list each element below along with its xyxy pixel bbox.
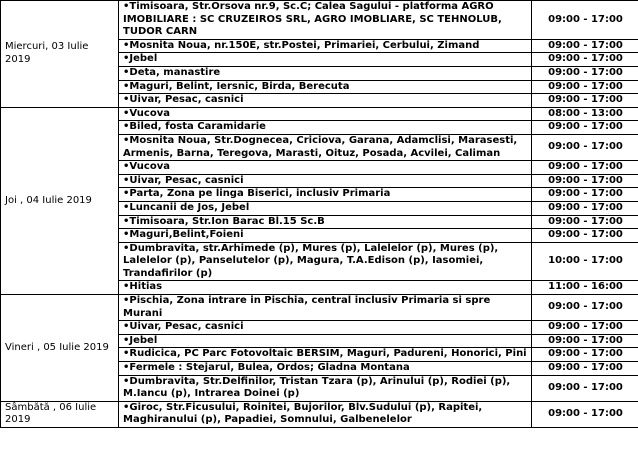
location-cell: •Uivar, Pesac, casnici <box>119 321 532 335</box>
time-interval-cell: 09:00 - 17:00 <box>532 1 638 40</box>
location-cell: •Rudicica, PC Parc Fotovoltaic BERSIM, Maguri, Padureni, Honorici, Pini <box>119 348 532 362</box>
time-interval-cell: 09:00 - 17:00 <box>532 161 638 175</box>
location-cell: •Timisoara, Str.Ion Barac Bl.15 Sc.B <box>119 215 532 229</box>
time-interval-cell: 09:00 - 17:00 <box>532 66 638 80</box>
location-cell: •Vucova <box>119 107 532 121</box>
time-interval-cell: 09:00 - 17:00 <box>532 174 638 188</box>
time-interval-cell: 09:00 - 17:00 <box>532 321 638 335</box>
time-interval-cell: 08:00 - 13:00 <box>532 107 638 121</box>
time-interval-cell: 09:00 - 17:00 <box>532 362 638 376</box>
time-interval-cell: 09:00 - 17:00 <box>532 53 638 67</box>
time-interval-cell: 09:00 - 17:00 <box>532 94 638 108</box>
day-label: Sâmbătă , 06 Iulie 2019 <box>1 401 119 427</box>
location-cell: •Hitias <box>119 281 532 295</box>
location-cell: •Maguri, Belint, Iersnic, Birda, Berecuta <box>119 80 532 94</box>
time-interval-cell: 09:00 - 17:00 <box>532 348 638 362</box>
schedule-row <box>1 1 638 40</box>
time-interval-cell: 10:00 - 17:00 <box>532 242 638 281</box>
time-interval-cell: 11:00 - 16:00 <box>532 281 638 295</box>
day-label: Miercuri, 03 Iulie 2019 <box>1 1 119 108</box>
location-cell: •Parta, Zona pe linga Biserici, inclusiv Primaria <box>119 188 532 202</box>
time-interval-cell: 09:00 - 17:00 <box>532 201 638 215</box>
time-interval-cell: 09:00 - 17:00 <box>532 334 638 348</box>
schedule-row <box>1 401 638 427</box>
location-cell: •Uivar, Pesac, casnici <box>119 94 532 108</box>
schedule-row <box>1 295 638 321</box>
time-interval-cell: 09:00 - 17:00 <box>532 295 638 321</box>
time-interval-cell: 09:00 - 17:00 <box>532 39 638 53</box>
location-cell: •Mosnita Noua, Str.Dognecea, Criciova, Garana, Adamclisi, Marasesti, Armenis, Barna, Teregova, Marasti, Oituz, Posada, Acvilei, Caliman <box>119 134 532 160</box>
time-interval-cell: 09:00 - 17:00 <box>532 401 638 427</box>
location-cell: •Deta, manastire <box>119 66 532 80</box>
location-cell: •Fermele : Stejarul, Bulea, Ordos; Gladna Montana <box>119 362 532 376</box>
location-cell: •Jebel <box>119 53 532 67</box>
location-cell: •Mosnita Noua, nr.150E, str.Postei, Primariei, Cerbului, Zimand <box>119 39 532 53</box>
location-cell: •Giroc, Str.Ficusului, Roinitei, Bujorilor, Blv.Sudului (p), Rapitei, Maghiranului (p), Papadiei, Somnului, Galbenelelor <box>119 401 532 427</box>
time-interval-cell: 09:00 - 17:00 <box>532 229 638 243</box>
location-cell: •Timisoara, Str.Orsova nr.9, Sc.C; Calea Sagului - platforma AGRO IMOBILIARE : SC CRUZEIROS SRL, AGRO IMOBLIARE, SC TEHNOLUB, TUDOR CARN <box>119 1 532 40</box>
location-cell: •Jebel <box>119 334 532 348</box>
location-cell: •Luncanii de Jos, Jebel <box>119 201 532 215</box>
location-cell: •Pischia, Zona intrare in Pischia, central inclusiv Primaria si spre Murani <box>119 295 532 321</box>
schedule-body <box>1 1 638 428</box>
location-cell: •Biled, fosta Caramidarie <box>119 121 532 135</box>
day-label: Vineri , 05 Iulie 2019 <box>1 295 119 402</box>
time-interval-cell: 09:00 - 17:00 <box>532 375 638 401</box>
location-cell: •Dumbravita, str.Arhimede (p), Mures (p), Lalelelor (p), Mures (p), Lalelelor (p), Panselutelor (p), Magura, T.A.Edison (p), Iasomiei, Trandafirilor (p) <box>119 242 532 281</box>
day-label: Joi , 04 Iulie 2019 <box>1 107 119 294</box>
time-interval-cell: 09:00 - 17:00 <box>532 188 638 202</box>
time-interval-cell: 09:00 - 17:00 <box>532 121 638 135</box>
location-cell: •Vucova <box>119 161 532 175</box>
location-cell: •Dumbravita, Str.Delfinilor, Tristan Tzara (p), Arinului (p), Rodiei (p), M.Iancu (p), Intrarea Doinei (p) <box>119 375 532 401</box>
time-interval-cell: 09:00 - 17:00 <box>532 134 638 160</box>
location-cell: •Uivar, Pesac, casnici <box>119 174 532 188</box>
time-interval-cell: 09:00 - 17:00 <box>532 215 638 229</box>
schedule-row <box>1 107 638 121</box>
time-interval-cell: 09:00 - 17:00 <box>532 80 638 94</box>
location-cell: •Maguri,Belint,Foieni <box>119 229 532 243</box>
